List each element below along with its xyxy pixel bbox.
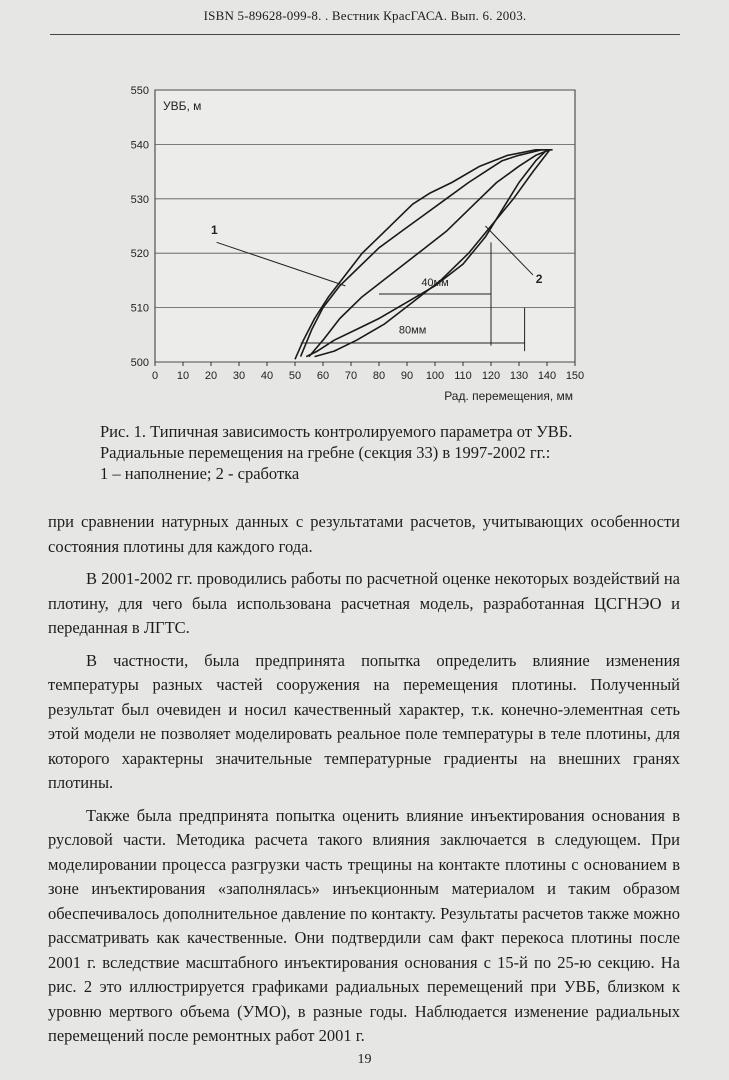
- dimension-40-label: 40мм: [421, 276, 449, 289]
- figure-caption: [100, 421, 645, 484]
- x-tick-label: 120: [481, 370, 501, 382]
- plot-area: [155, 90, 575, 362]
- x-axis-label: Рад. перемещения, мм: [444, 389, 573, 403]
- paragraph-3: В частности, была предпринята попытка определить влияние изменения температуры разных частей сооружения на перемещения плотины. Полученный результат был очевиден и носил качественный характер, т.к. конечно-элементная сеть этой модели не позволяет моделировать реальное поле температуры в теле плотины, для которого характерны значительные температурные градиенты на внешних гранях плотины.: [48, 650, 680, 792]
- figure-1: [110, 78, 610, 418]
- x-tick-label: 90: [400, 370, 414, 382]
- x-tick-label: 80: [372, 370, 386, 382]
- y-tick-label: 550: [130, 85, 149, 97]
- paragraph-4: Также была предпринята попытка оценить влияние инъектирования основания в русловой части. Методика расчета такого влияния заключается в следующем. При моделировании процесса разгрузки часть трещины на контакте плотины с основанием в зоне инъектирования «заполнялась» инъекционным материалом и таким образом обеспечивалось дополнительное давление по контакту. Результаты расчетов также можно рассматривать как качественные. Они подтвердили сам факт перекоса плотины после 2001 г. вследствие масштабного инъектирования основания с 15-й по 25-ю секцию. На рис. 2 это иллюстрируется графиками радиальных перемещений при УВБ, близком к уровню мертвого объема (УМО), в разные годы. Наблюдается изменение радиальных перемещений после ремонтных работ 2001 г.: [48, 805, 680, 1045]
- page-number: 19: [357, 1052, 372, 1067]
- y-axis-label: УВБ, м: [163, 99, 202, 113]
- x-tick-label: 150: [565, 370, 585, 382]
- x-tick-label: 40: [260, 370, 274, 382]
- running-header: ISBN 5-89628-099-8. . Вестник КрасГАСА. Вып. 6. 2003.: [203, 8, 527, 23]
- x-tick-label: 30: [232, 370, 246, 382]
- x-tick-label: 0: [151, 370, 159, 382]
- y-tick-label: 540: [130, 139, 149, 152]
- x-tick-label: 70: [344, 370, 358, 382]
- x-tick-label: 110: [454, 370, 472, 382]
- x-tick-label: 140: [537, 370, 557, 382]
- caption-line-2: Радиальные перемещения на гребне (секция 33) в 1997-2002 гг.:: [100, 443, 551, 462]
- x-tick-label: 10: [176, 370, 190, 382]
- caption-line-3: 1 – наполнение; 2 - сработка: [100, 464, 300, 483]
- paragraph-2: В 2001-2002 гг. проводились работы по расчетной оценке некоторых воздействий на плотину, для чего была использована расчетная модель, разработанная ЦСГНЭО и переданная в ЛГТС.: [48, 569, 680, 637]
- body-text: [48, 510, 680, 1057]
- y-tick-label: 520: [130, 248, 149, 261]
- chart: [110, 78, 610, 418]
- y-tick-label: 530: [130, 193, 149, 206]
- x-tick-label: 20: [204, 370, 218, 382]
- annotation-1-label: 1: [211, 223, 218, 238]
- caption-line-1: Рис. 1. Типичная зависимость контролируемого параметра от УВБ.: [100, 422, 573, 441]
- header-rule: [50, 34, 680, 35]
- y-tick-label: 510: [130, 302, 149, 315]
- y-tick-label: 500: [130, 357, 149, 369]
- x-tick-label: 100: [425, 370, 445, 382]
- x-tick-label: 60: [316, 370, 330, 382]
- paragraph-1: при сравнении натурных данных с результатами расчетов, учитывающих особенности состояния плотины для каждого года.: [48, 512, 680, 556]
- dimension-80-label: 80мм: [398, 324, 427, 337]
- annotation-2-label: 2: [535, 272, 543, 287]
- x-tick-label: 50: [288, 370, 302, 382]
- x-tick-label: 130: [509, 370, 529, 382]
